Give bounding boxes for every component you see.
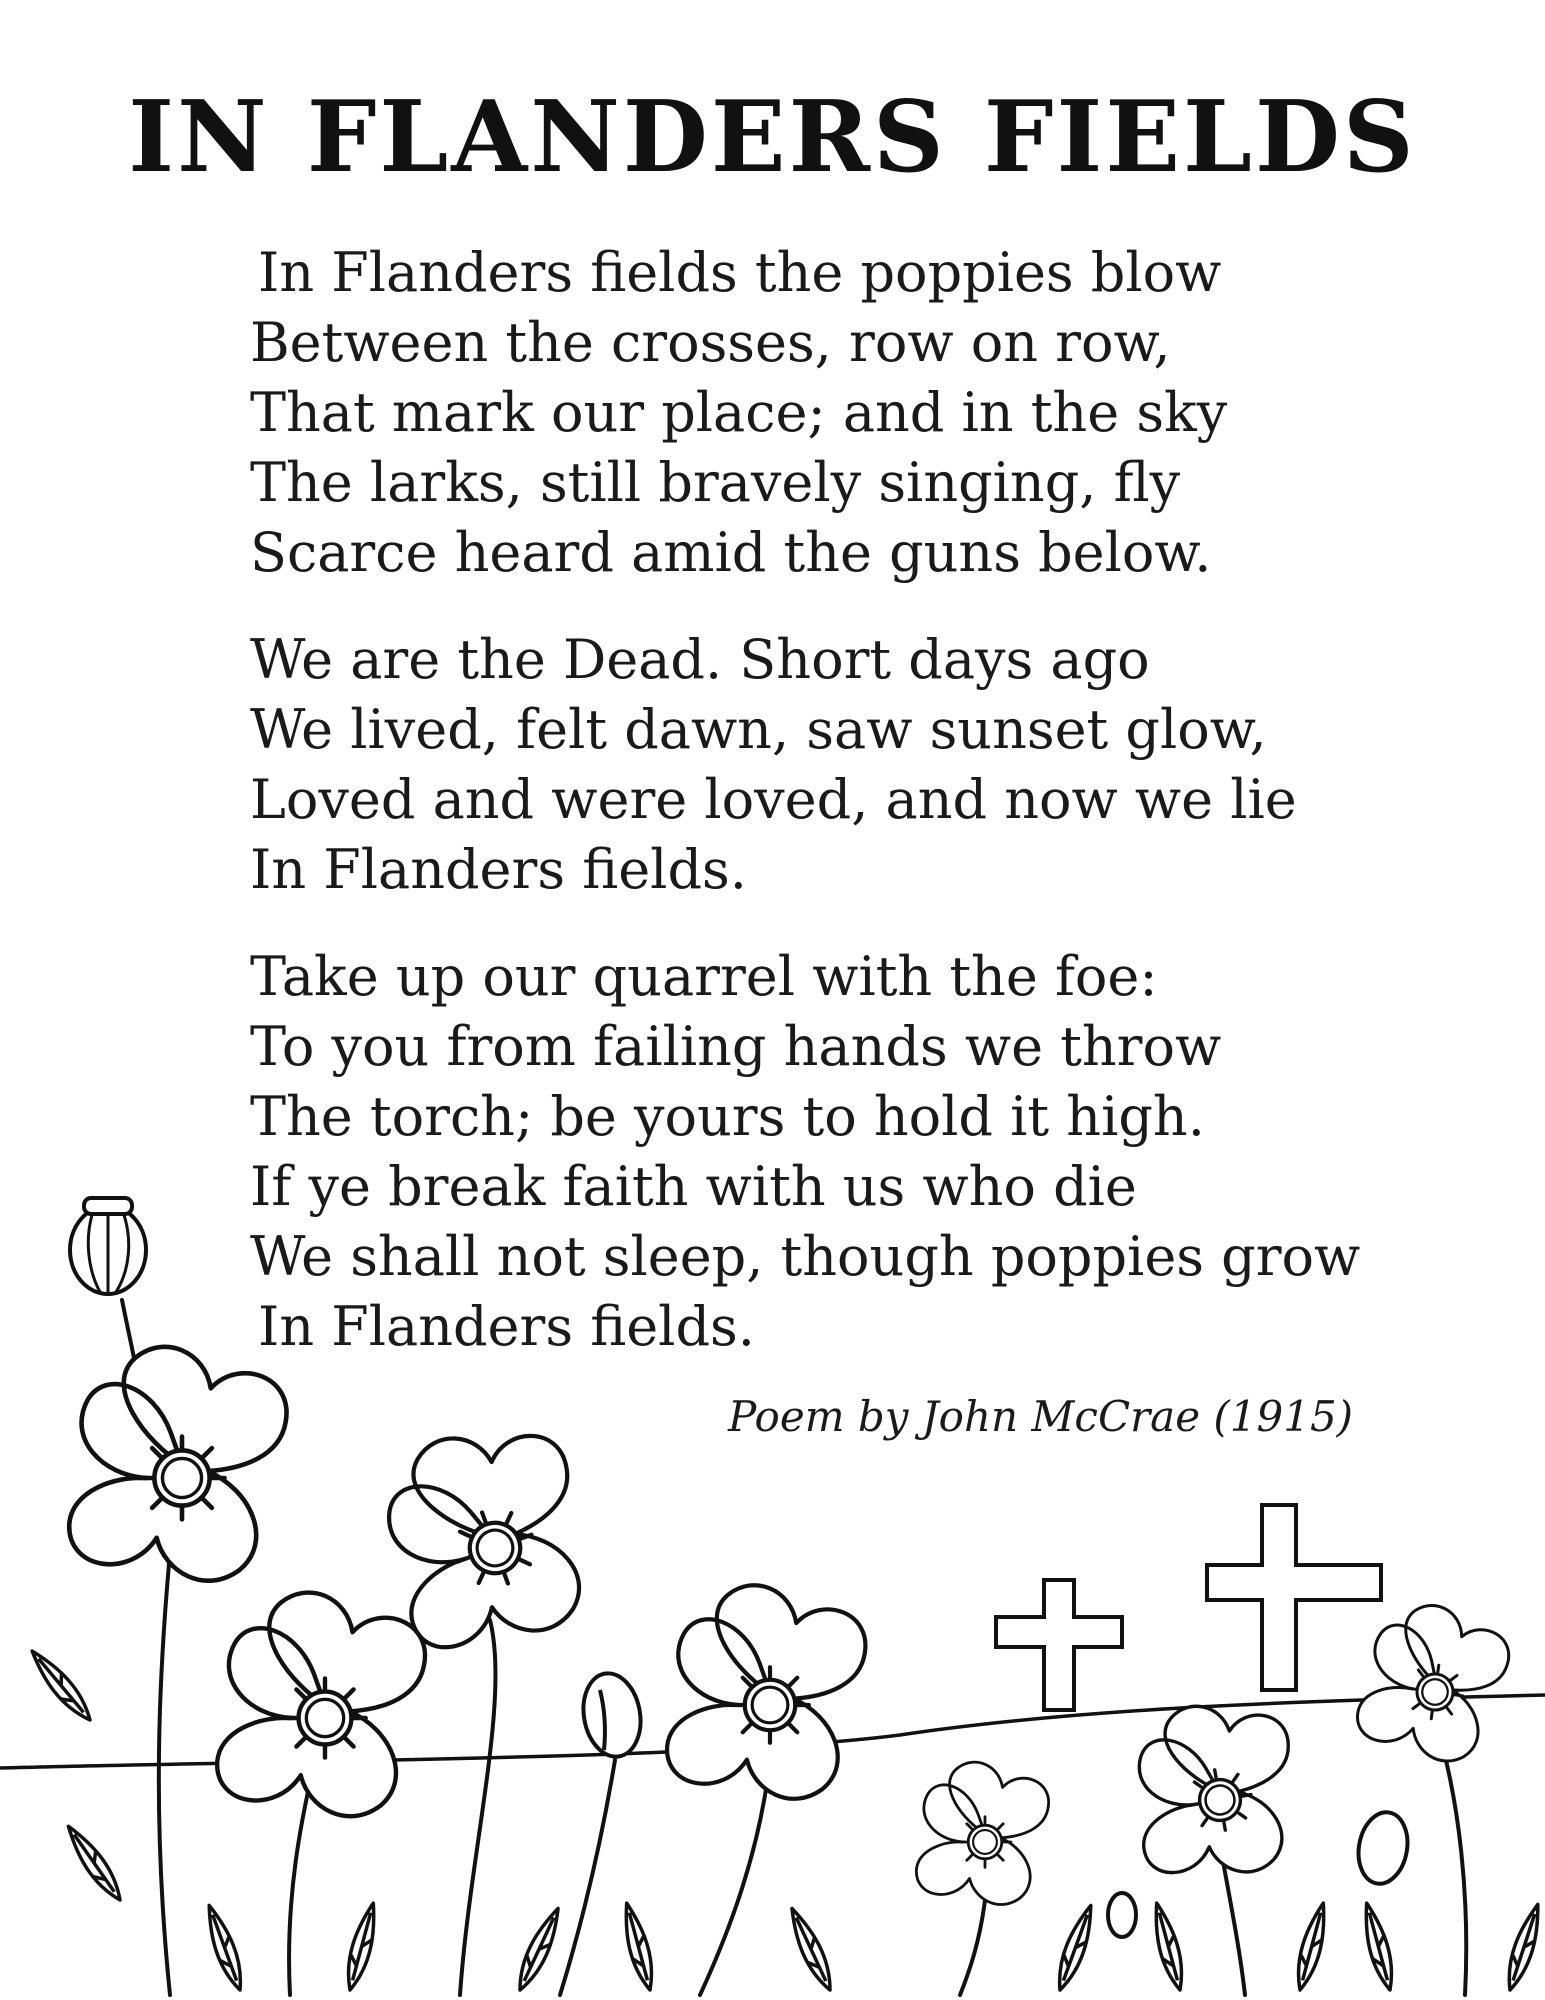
poem-line: Scarce heard amid the guns below. xyxy=(250,521,1212,584)
stanza-1 xyxy=(250,238,1360,588)
cross-icon xyxy=(996,1580,1122,1710)
poem-body xyxy=(250,238,1360,1399)
poppy-flower-icon xyxy=(916,1762,1048,1904)
poppy-flower-icon xyxy=(1353,1597,1515,1768)
poem-line: To you from failing hands we throw xyxy=(250,1015,1222,1078)
cross-icon xyxy=(1207,1505,1381,1690)
poem-line: In Flanders fields. xyxy=(250,838,747,901)
poem-attribution: Poem by John McCrae (1915) xyxy=(728,1392,1354,1441)
poppy-bud-icon xyxy=(577,1669,647,1761)
poem-line: The larks, still bravely singing, fly xyxy=(250,451,1181,514)
poem-line: Between the crosses, row on row, xyxy=(250,311,1171,374)
poppy-flower-icon xyxy=(1121,1691,1309,1889)
stanza-2 xyxy=(250,625,1360,905)
poem-line: In Flanders fields the poppies blow xyxy=(258,241,1222,304)
seed-pod-icon xyxy=(70,1198,146,1294)
poem-line: If ye break faith with us who die xyxy=(250,1155,1137,1218)
poppy-flower-icon xyxy=(667,1585,865,1799)
poem-line: Take up our quarrel with the foe: xyxy=(250,945,1158,1008)
poem-line: We lived, felt dawn, saw sunset glow, xyxy=(250,698,1267,761)
poem-line: We shall not sleep, though poppies grow xyxy=(250,1225,1361,1288)
poem-line: In Flanders fields. xyxy=(258,1295,755,1358)
poem-line: The torch; be yours to hold it high. xyxy=(250,1085,1205,1148)
stanza-3 xyxy=(250,942,1360,1362)
poppy-bud-icon xyxy=(1353,1808,1413,1887)
poppy-flower-icon xyxy=(217,1593,425,1817)
poem-title: IN FLANDERS FIELDS xyxy=(128,80,1417,195)
poem-line: That mark our place; and in the sky xyxy=(250,381,1228,444)
poppy-bud-icon xyxy=(1108,1893,1136,1937)
poem-line: Loved and were loved, and now we lie xyxy=(250,768,1297,831)
poem-line: We are the Dead. Short days ago xyxy=(250,628,1150,691)
